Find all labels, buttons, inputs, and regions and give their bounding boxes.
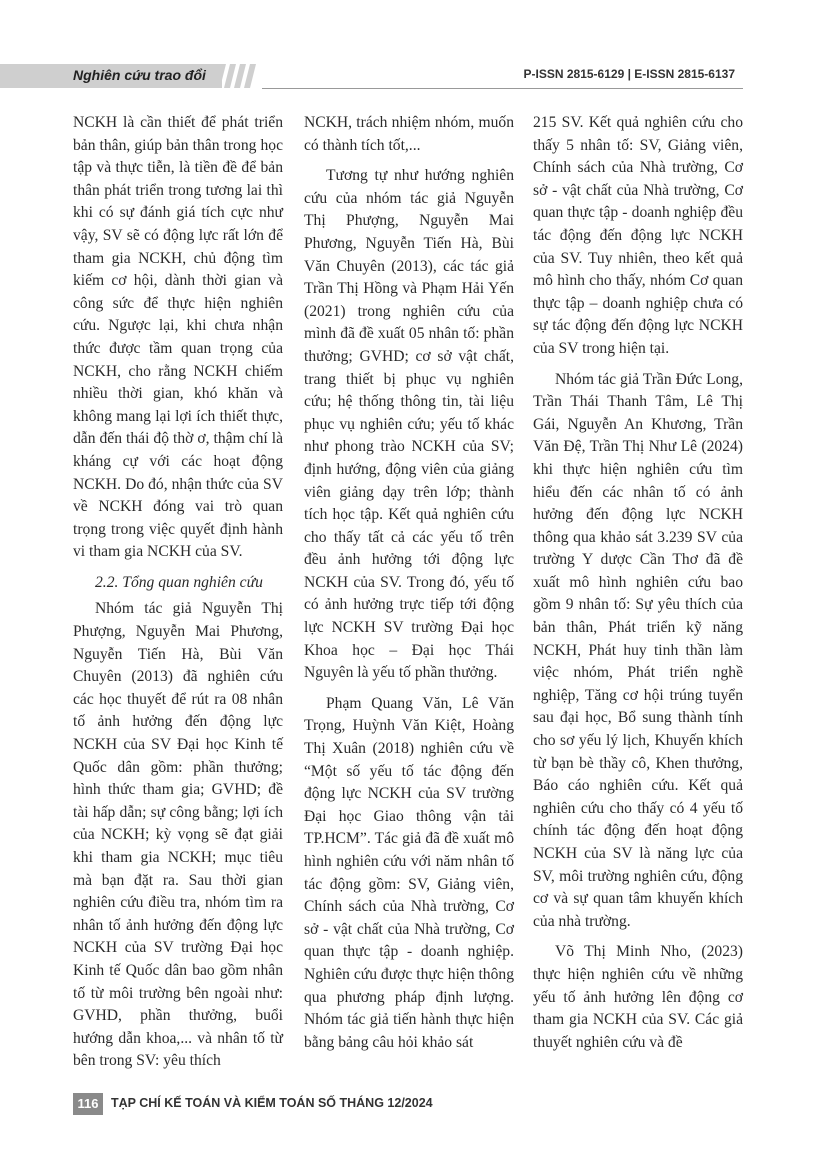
section-tag	[0, 64, 222, 88]
paragraph: Võ Thị Minh Nho, (2023) thực hiện nghiên cứu về những yếu tố ảnh hưởng lên động cơ tham gia NCKH của SV. Các giả thuyết nghiên cứu và đề	[533, 943, 743, 1051]
paragraph: NCKH, trách nhiệm nhóm, muốn có thành tích tốt,...	[304, 114, 514, 154]
header-stripes-decoration	[218, 64, 264, 88]
header-rule	[262, 88, 743, 89]
page-number: 116	[77, 1096, 99, 1111]
paragraph: NCKH là cần thiết để phát triển bản thân, giúp bản thân trong học tập và thực tiễn, là tiền đề để bản thân phát triển trong tương lai thì khi có sự đánh giá tích cực như vậy, SV sẽ có động lực rất lớn để tham gia NCKH, chủ động tìm kiếm cơ hội, dành thời gian và công sức để thực hiện nghiên cứu. Ngược lại, khi chưa nhận thức được tầm quan trọng của NCKH, cho rằng NCKH chiếm nhiều thời gian, khó khăn và không mang lại lợi ích thiết thực, dẫn đến thái độ thờ ơ, thậm chí là kháng cự với các hoạt động NCKH. Do đó, nhận thức của SV về NCKH đóng vai trò quan trọng trong việc quyết định hành vi tham gia NCKH của SV.	[73, 114, 283, 561]
column-1	[73, 112, 283, 1081]
section-heading: 2.2. Tổng quan nghiên cứu	[95, 573, 263, 591]
journal-title: TẠP CHÍ KẾ TOÁN VÀ KIỂM TOÁN SỐ THÁNG 12/2024	[111, 1096, 433, 1110]
paragraph: Tương tự như hướng nghiên cứu của nhóm tác giả Nguyễn Thị Phượng, Nguyễn Mai Phương, Nguyễn Tiến Hà, Bùi Văn Chuyên (2013), các tác giả Trần Thị Hồng và Phạm Hải Yến (2021) trong nghiên cứu của mình đã đề xuất 05 nhân tố: phần thưởng; GVHD; cơ sở vật chất, trang thiết bị phục vụ nghiên cứu; hệ thống thông tin, tài liệu phục vụ nghiên cứu; yếu tố khác như phong trào NCKH của SV; định hướng, động viên của giảng viên giảng dạy trên lớp; thành tích học tập. Kết quả nghiên cứu cho thấy tất cả các yếu tố trên đều ảnh hưởng tới động lực NCKH của SV. Trong đó, yếu tố có ảnh hưởng trực tiếp tới động lực NCKH SV trường Đại học Khoa học – Đại học Thái Nguyên là yếu tố phần thưởng.	[304, 167, 514, 682]
paragraph: Nhóm tác giả Trần Đức Long, Trần Thái Thanh Tâm, Lê Thị Gái, Nguyễn An Khương, Trần Văn Đệ, Trần Thị Như Lê (2024) khi thực hiện nghiên cứu tìm hiểu đến các nhân tố có ảnh hưởng đến động lực NCKH thông qua khảo sát 3.239 SV của trường Y dược Cần Thơ đã đề xuất mô hình nghiên cứu bao gồm 9 nhân tố: Sự yêu thích của bản thân, Phát triển kỹ năng NCKH, Phát huy tinh thần làm việc nhóm, Phát triển nghề nghiệp, Tăng cơ hội trúng tuyển sau đại học, Bổ sung thành tính cho sơ yếu lý lịch, Khuyến khích từ bạn bè thầy cô, Khen thưởng, Báo cáo nghiên cứu. Kết quả nghiên cứu cho thấy có 4 yếu tố chính tác động đến hoạt động NCKH của SV là năng lực của SV, môi trường nghiên cứu, động cơ và sự quan tâm khuyến khích của nhà trường.	[533, 370, 743, 930]
section-title: Nghiên cứu trao đổi	[73, 67, 206, 83]
column-3	[533, 112, 743, 1062]
page-number-badge	[73, 1093, 103, 1115]
issn-label: P-ISSN 2815-6129 | E-ISSN 2815-6137	[523, 67, 735, 81]
paragraph: Nhóm tác giả Nguyễn Thị Phượng, Nguyễn Mai Phương, Nguyễn Tiến Hà, Bùi Văn Chuyên (2013) đã nghiên cứu các học thuyết để rút ra 08 nhân tố ảnh hưởng đến động lực NCKH của SV Đại học Kinh tế Quốc dân gồm: phần thưởng; hình thức tham gia; GVHD; đề tài hấp dẫn; sự công bằng; lợi ích của NCKH; kỳ vọng sẽ đạt giải khi tham gia NCKH; mục tiêu mà bạn đặt ra. Sau thời gian nghiên cứu điều tra, nhóm tìm ra nhân tố ảnh hưởng đến động lực NCKH của SV trường Đại học Kinh tế Quốc dân bao gồm nhân tố từ môi trường bên ngoài như: GVHD, phần thưởng, buổi hướng dẫn khoa,... và nhân tố từ bên trong SV: yêu thích	[73, 600, 283, 1070]
paragraph: 215 SV. Kết quả nghiên cứu cho thấy 5 nhân tố: SV, Giảng viên, Chính sách của Nhà trường, Cơ sở - vật chất của Nhà trường, Cơ quan thực tập - doanh nghiệp đều tác động đến động lực NCKH của SV. Tuy nhiên, theo kết quả mô hình cho thấy, nhóm Cơ quan thực tập – doanh nghiệp chưa có sự tác động đến động lực NCKH của SV trong hiện tại.	[533, 114, 743, 357]
column-2	[304, 112, 514, 1062]
paragraph: Phạm Quang Văn, Lê Văn Trọng, Huỳnh Văn Kiệt, Hoàng Thị Xuân (2018) nghiên cứu về “Một số yếu tố tác động đến động lực NCKH của SV trường Đại học Giao thông vận tải TP.HCM”. Tác giả đã đề xuất mô hình nghiên cứu với năm nhân tố tác động gồm: SV, Giảng viên, Chính sách của Nhà trường, Cơ sở - vật chất của Nhà trường, Cơ quan thực tập - doanh nghiệp. Nghiên cứu được thực hiện thông qua phương pháp định lượng. Nhóm tác giả tiến hành thực hiện bằng bảng câu hỏi khảo sát	[304, 694, 514, 1051]
